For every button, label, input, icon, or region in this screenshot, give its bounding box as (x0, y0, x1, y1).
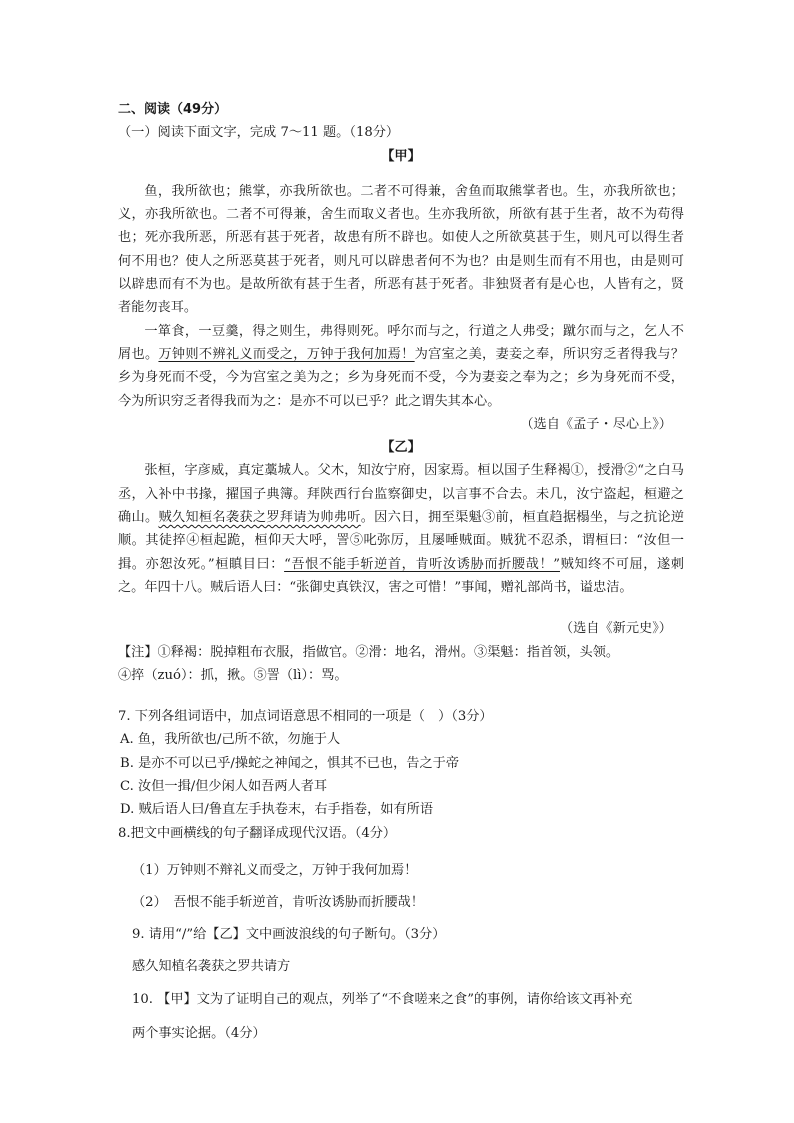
exam-page (118, 98, 684, 1051)
jia-p2-text-after: 为宫室之美，妻妾之奉，所识穷乏者得我与？乡为身死而不受，今为宫室之美为之；乡为身死而不受，今为妻妾之奉为之；乡为身死而不受，今为所识穷乏者得我而为之：是亦不可以已乎？此之谓失其本心。 (118, 346, 685, 409)
section-instruction: （一）阅读下面文字，完成 7～11 题。（18分） (118, 125, 400, 141)
question-7-option-c: C. 汝但一揖/但少闲人如吾两人者耳 (120, 779, 328, 795)
question-9-stem: 9. 请用“/”给【乙】文中画波浪线的句子断句。（3分） (132, 926, 446, 942)
question-8-sentence-1: （1）万钟则不辩礼义而受之，万钟于我何加焉！ (132, 862, 418, 878)
passage-yi-title: 【乙】 (381, 440, 421, 456)
question-8-sentence-2: （2） 吾恨不能手斩逆首，肯听汝诱胁而折腰哉！ (132, 894, 424, 910)
yi-text-mid: 。因六日，拥至渠魁③前，桓直趋据榻坐，与之抗论逆顺。其徒捽④桓起跪，桓仰天大呼，詈⑤叱弥厉，且屡唾贼面。贼犹不忍杀，谓桓曰：“汝但一揖。亦恕汝死。”桓瞋目曰： (118, 510, 685, 572)
notes-line-2: ④捽（zuó）：抓，揪。⑤詈（lì）：骂。 (118, 667, 348, 683)
passage-jia-title: 【甲】 (381, 148, 421, 164)
section-title: 二、阅读（49分） (118, 102, 228, 117)
passage-yi-paragraph (118, 459, 684, 599)
question-8-stem: 8.把文中画横线的句子翻译成现代汉语。（4分） (118, 825, 397, 841)
question-7-option-a: A. 鱼，我所欲也/己所不欲，勿施于人 (120, 732, 341, 748)
notes-line-1: 【注】①释褐：脱掉粗布衣服，指做官。②滑：地名，滑州。③渠魁：指首领，头领。 (118, 644, 620, 660)
question-7-stem: 7. 下列各组词语中，加点词语意思不相同的一项是（ ）（3分） (118, 709, 493, 725)
question-7-option-d: D. 贼后语人曰/鲁直左手执卷末，右手指卷，如有所语 (120, 802, 434, 818)
yi-wavy-sentence: 贼久知桓名袭获之罗拜请为帅弗听 (158, 510, 361, 526)
passage-jia-paragraph-2 (118, 320, 684, 413)
question-10-line-2: 两个事实论据。（4分） (132, 1025, 266, 1041)
yi-text-after: 贼知终不可屈，遂刺之。年四十八。贼后语人曰：“张御史真铁汉，害之可惜！”事闻，赠礼部尚书，谥忠洁。 (118, 556, 684, 595)
passage-yi-source: （选自《新元史》） (559, 621, 672, 637)
jia-p2-text: 一箪食，一豆羹，得之则生，弗得则死。呼尔而与之，行道之人弗受；蹴尔而与之，乞人不屑也。 (118, 323, 684, 362)
yi-underlined-sentence: “吾恨不能手斩逆首，肯听汝诱胁而折腰哉！” (284, 556, 560, 572)
jia-underlined-sentence: 万钟则不辨礼义而受之，万钟于我何加焉！ (158, 346, 415, 362)
passage-jia-paragraph-1: 鱼，我所欲也；熊掌，亦我所欲也。二者不可得兼，舍鱼而取熊掌者也。生，亦我所欲也；义，亦我所欲也。二者不可得兼，舍生而取义者也。生亦我所欲，所欲有甚于生者，故不为苟得也；死亦我所恶，所恶有甚于死者，故患有所不辟也。如使人之所欲莫甚于生，则凡可以得生者何不用也？使人之所恶莫甚于死者，则凡可以辟患者何不为也？由是则生而有不用也，由是则可以辟患而有不为也。是故所欲有甚于生者，所恶有甚于死者。非独贤者有是心也，人皆有之，贤者能勿丧耳。 (118, 183, 684, 316)
question-9-sentence: 感久知植名袭获之罗共请方 (132, 958, 291, 974)
yi-text-before: 张桓，字彦威，真定藁城人。父木，知汝宁府，因家焉。桓以国子生释褐①，授滑②“之白马丞，入补中书掾，擢国子典簿。拜陕西行台监察御史，以言事不合去。未几，汝宁盗起，桓避之确山。 (118, 463, 684, 526)
question-10-line-1: 10. 【甲】文为了证明自己的观点，列举了“不食嗟来之食”的事例，请你给该文再补充 (132, 991, 633, 1007)
passage-jia-source: （选自《孟子・尽心上》） (520, 416, 672, 432)
question-7-option-b: B. 是亦不可以已乎/操蛇之神闻之，惧其不已也，告之于帝 (120, 755, 460, 771)
